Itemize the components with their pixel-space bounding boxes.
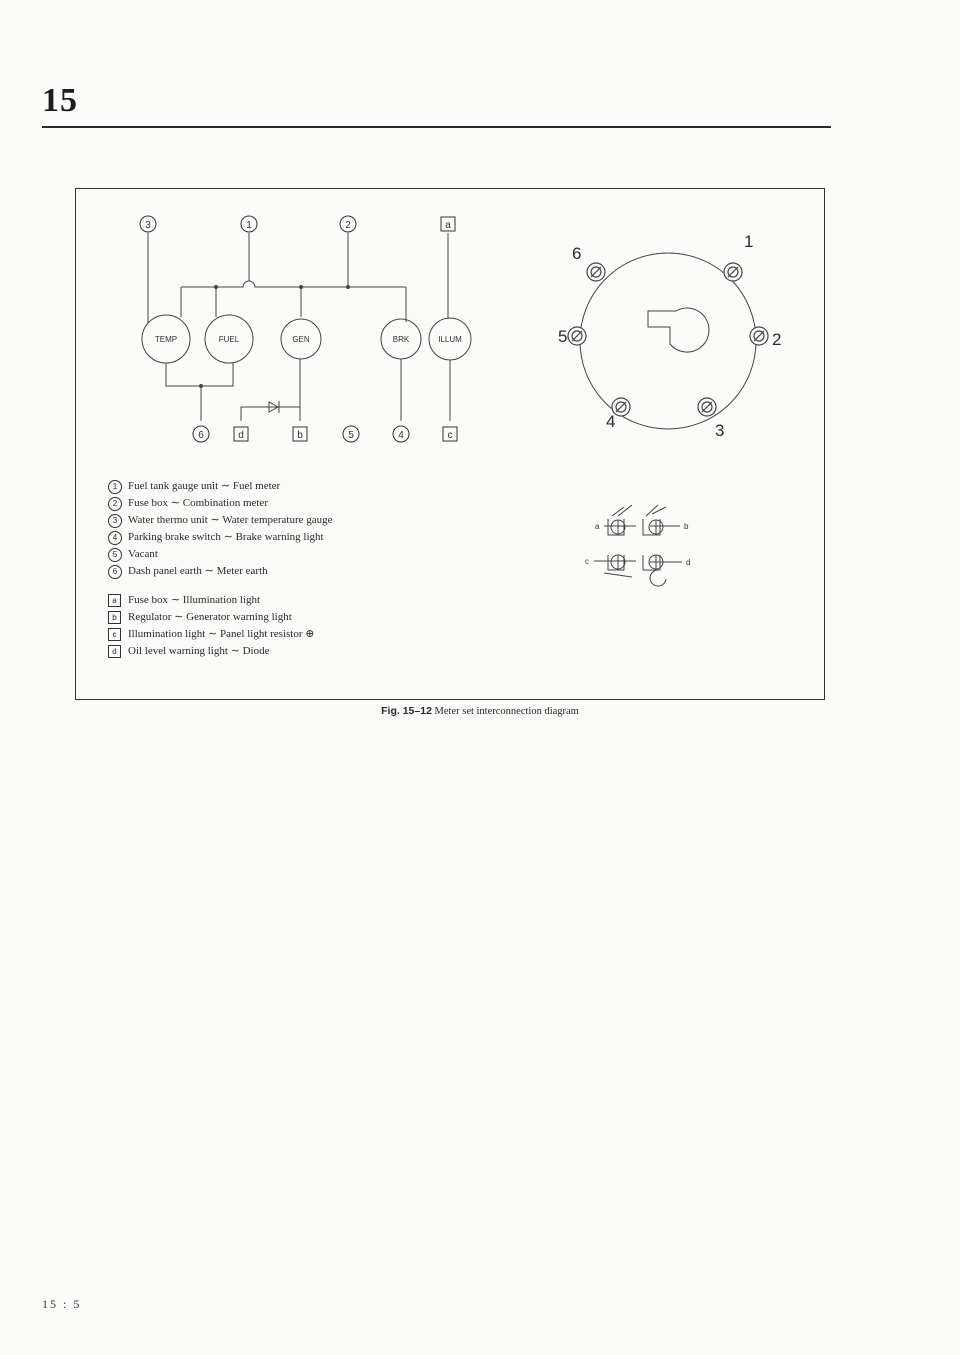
- clip-b: [643, 505, 680, 535]
- legend-mark-5: 5: [108, 548, 122, 562]
- connector-pins: [568, 263, 768, 416]
- legend-mark-d: d: [108, 645, 121, 658]
- clip-a: [604, 505, 636, 535]
- pin-3-ring: [698, 398, 716, 416]
- legend-item-1: [108, 478, 468, 495]
- legend-item-a: [108, 592, 468, 609]
- gauge-fuel-label: FUEL: [218, 335, 240, 344]
- legend-item-6: [108, 563, 468, 580]
- pin-1-label: 1: [744, 232, 754, 251]
- header-rule: [42, 126, 831, 128]
- terminal-2-label: 2: [345, 220, 351, 231]
- legend-mark-3: 3: [108, 514, 122, 528]
- page-number: 15 : 5: [42, 1297, 82, 1311]
- terminal-6-label: 6: [198, 430, 204, 441]
- pin-6-ring: [587, 263, 605, 281]
- pin-2-label: 2: [772, 330, 782, 349]
- legend-item-3: [108, 512, 468, 529]
- contact-clips: [594, 505, 682, 586]
- legend-item-5: [108, 546, 468, 563]
- legend-mark-b: b: [108, 611, 121, 624]
- gauge-brk-label: BRK: [392, 335, 410, 344]
- gauge-illum-label: ILLUM: [438, 335, 462, 344]
- pin-3-label: 3: [715, 421, 725, 440]
- figure-legend: [108, 478, 468, 660]
- terminal-1-label: 1: [246, 220, 252, 231]
- terminal-c-label: c: [447, 430, 453, 441]
- legend-text-5: Vacant: [128, 548, 158, 560]
- legend-mark-c: c: [108, 628, 121, 641]
- contact-b-label: b: [684, 522, 689, 531]
- legend-mark-1: 1: [108, 480, 122, 494]
- earth-loop: [166, 363, 233, 386]
- gauge-gen-label: GEN: [292, 335, 310, 344]
- legend-text-4: Parking brake switch ∼ Brake warning light: [128, 531, 324, 543]
- legend-text-c: Illumination light ∼ Panel light resistor ⊕: [128, 628, 315, 640]
- contact-d-label: d: [686, 558, 691, 567]
- contact-a-label: a: [595, 522, 600, 531]
- terminal-b-label: b: [297, 430, 303, 441]
- pin-6-label: 6: [572, 244, 582, 263]
- wire-diode-d: [241, 407, 300, 421]
- legend-text-d: Oil level warning light ∼ Diode: [128, 645, 270, 657]
- legend-item-d: [108, 643, 468, 660]
- legend-item-b: [108, 609, 468, 626]
- legend-text-a: Fuse box ∼ Illumination light: [128, 594, 261, 606]
- legend-text-6: Dash panel earth ∼ Meter earth: [128, 565, 268, 577]
- pin-1-ring: [724, 263, 742, 281]
- figure-caption-label: Fig. 15–12: [381, 705, 432, 717]
- figure-caption-text: Meter set interconnection diagram: [434, 706, 579, 717]
- legend-mark-6: 6: [108, 565, 122, 579]
- legend-text-b: Regulator ∼ Generator warning light: [128, 611, 292, 623]
- chapter-number: 15: [42, 82, 78, 119]
- gauge-temp-label: TEMP: [154, 335, 178, 344]
- legend-item-c: [108, 626, 468, 643]
- terminal-3-label: 3: [145, 220, 151, 231]
- contact-c-label: c: [585, 557, 589, 566]
- legend-spacer: [108, 580, 468, 592]
- legend-text-3: Water thermo unit ∼ Water temperature gauge: [128, 514, 333, 526]
- terminal-d-label: d: [238, 430, 244, 441]
- terminal-5-label: 5: [348, 430, 354, 441]
- legend-item-2: [108, 495, 468, 512]
- legend-mark-2: 2: [108, 497, 122, 511]
- legend-mark-a: a: [108, 594, 121, 607]
- legend-mark-4: 4: [108, 531, 122, 545]
- pin-2-ring: [750, 327, 768, 345]
- clip-d: [643, 555, 682, 586]
- clip-c: [594, 555, 636, 577]
- legend-text-1: Fuel tank gauge unit ∼ Fuel meter: [128, 480, 281, 492]
- legend-text-2: Fuse box ∼ Combination meter: [128, 497, 268, 509]
- pin-4-label: 4: [606, 412, 616, 431]
- terminal-a-label: a: [445, 220, 451, 231]
- figure-caption: [0, 705, 960, 717]
- terminal-4-label: 4: [398, 430, 404, 441]
- pin-5-label: 5: [558, 327, 568, 346]
- legend-item-4: [108, 529, 468, 546]
- pin-5-ring: [568, 327, 586, 345]
